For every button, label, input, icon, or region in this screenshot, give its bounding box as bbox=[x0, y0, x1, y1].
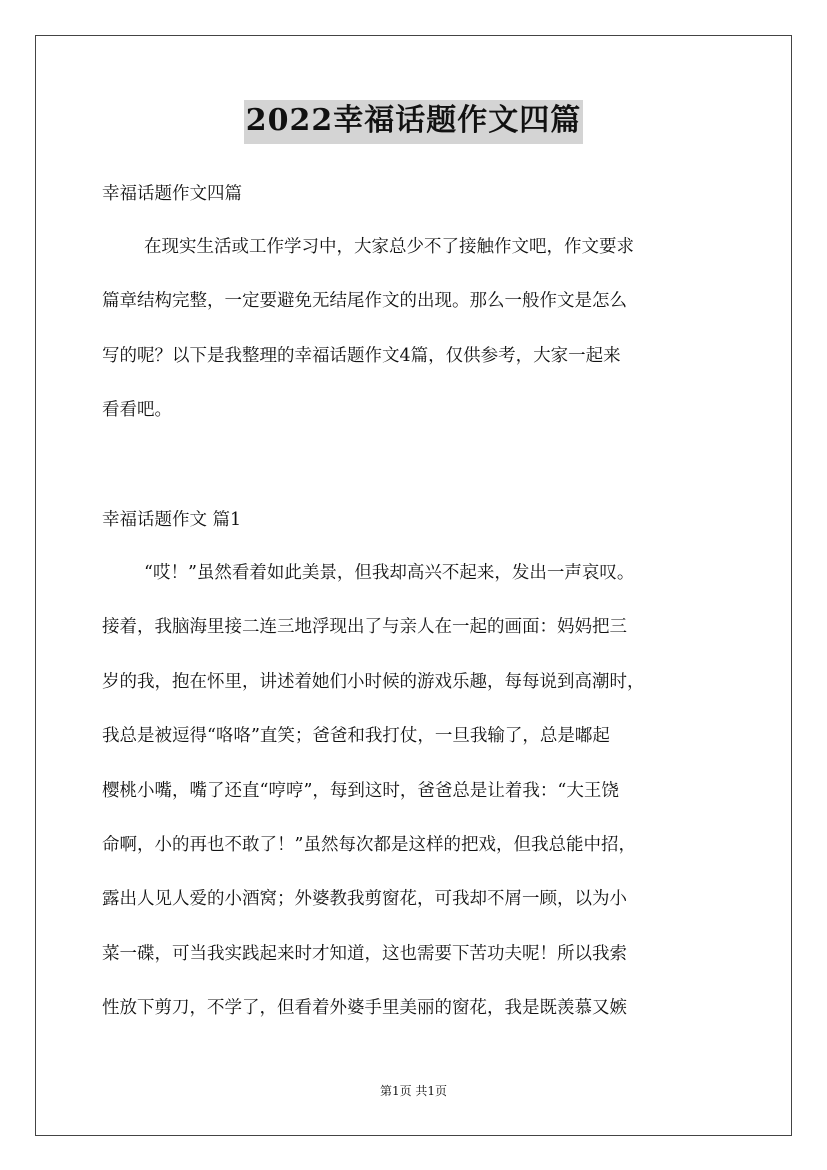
paragraph-line: 看看吧。 bbox=[102, 400, 172, 421]
section1-paragraph bbox=[102, 546, 742, 1036]
paragraph-line: 篇章结构完整，一定要避免无结尾作文的出现。那么一般作文是怎么 bbox=[102, 291, 627, 312]
section-heading: 幸福话题作文 篇1 bbox=[102, 510, 242, 530]
paragraph-line: 露出人见人爱的小酒窝；外婆教我剪窗花，可我却不屑一顾，以为小 bbox=[102, 889, 627, 910]
paragraph-line: 菜一碟，可当我实践起来时才知道，这也需要下苦功夫呢！所以我索 bbox=[102, 943, 627, 964]
page-footer: 第1页 共1页 bbox=[379, 1084, 448, 1098]
title-text: 2022幸福话题作文四篇 bbox=[244, 100, 584, 144]
paragraph-line: 樱桃小嘴，嘴了还直“哼哼”，每到这时，爸爸总是让着我：“大王饶 bbox=[102, 780, 619, 801]
paragraph-line: 我总是被逗得“咯咯”直笑；爸爸和我打仗，一旦我输了，总是嘟起 bbox=[102, 726, 610, 747]
document-title bbox=[0, 100, 827, 144]
paragraph-line: 写的呢？以下是我整理的幸福话题作文4篇，仅供参考，大家一起来 bbox=[102, 345, 621, 366]
paragraph-line: 在现实生活或工作学习中，大家总少不了接触作文吧，作文要求 bbox=[144, 237, 634, 257]
paragraph-line: 岁的我，抱在怀里，讲述着她们小时候的游戏乐趣，每每说到高潮时， bbox=[102, 671, 645, 692]
paragraph-line: 性放下剪刀，不学了，但看着外婆手里美丽的窗花，我是既羡慕又嫉 bbox=[102, 998, 627, 1019]
subtitle: 幸福话题作文四篇 bbox=[102, 184, 242, 204]
paragraph-line: “哎！”虽然看着如此美景，但我却高兴不起来，发出一声哀叹。 bbox=[144, 563, 635, 583]
paragraph-line: 接着，我脑海里接二连三地浮现出了与亲人在一起的画面：妈妈把三 bbox=[102, 617, 627, 638]
paragraph-line: 命啊，小的再也不敢了！”虽然每次都是这样的把戏，但我总能中招， bbox=[102, 834, 636, 855]
intro-paragraph bbox=[102, 220, 742, 438]
